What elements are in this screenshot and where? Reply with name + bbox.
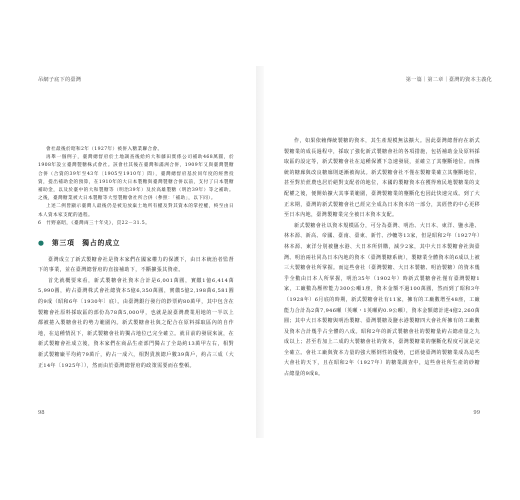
running-head-left: 吊網子底下的臺灣 <box>38 77 82 83</box>
body-paragraph: 首先就概要來看，新式製糖會社資本合計是6,001萬圓，實繳1億6,414萬5,990圓，約占臺灣株式會社總資本5億6,350萬圓，實繳5億2,198萬6,581圓的9成（昭和6年〔1930年〕底）。由臺灣銀行發行的鈔票約80萬甲，其中包含在製糖會社原料採取區的部份為78萬5,000甲，也就是說臺灣農業用地的一半以上都被捲入製糖會社的勢力範圍內。新式製糖會社與之配合在原料採取區內的自作地，在這種情況下，新式製糖會社的獨占地位已完全確立。就目前的發展來說，在新式製糖會社成立後，資本家們在商品生產部門獨占了全島約13萬甲左右，相對新式製糖廠平均約79萬斤，約占一成六，相對貴族總戶數39萬戶，約占三成（大正14年〔1925年〕），然而由於臺灣總督府的政策需要而在整頓。 <box>38 277 234 369</box>
section-heading-text: 第三項 獨占的成立 <box>51 239 121 248</box>
right-page-body <box>284 136 480 380</box>
footnotes <box>38 146 234 228</box>
page-number-right: 99 <box>473 410 480 416</box>
left-page-body <box>38 146 234 371</box>
body-paragraph: 作，如果依賴傳統製糖的資本，其生產規模無法擴大。因此臺灣總督府在新式製糖業的成長過程中，採取了強化新式製糖會社的各項措施，包括補助金及原料採取區的設定等，新式製糖會社在這種保護下急速發展，並確立了其壟斷地位。而傳統的糖廍與改良糖廍則逐漸被淘汰。新式製糖會社不僅在製糖業確立其壟斷地位，甚至對於蔗農也居於絕對支配者的地位，本國的製糖資本在獲得殖民地製糖業的支配權之後，便開始擴大其事業範圍，臺灣製糖業的壟斷化也因此快速完成。到了大正末期，臺灣的新式製糖會社已經完全成為日本資本的一部分，其經營的中心更移至日本內地，臺灣製糖業完全被日本資本支配。 <box>284 138 480 219</box>
footnote-text: 會社最後於昭和2年（1927年）被併入糖業聯合會。 <box>46 147 163 152</box>
body-paragraph: 臺灣成立了新式製糖會社是資本家們在國家權力的保護下，由日本統治者監督下的事業，並在臺灣總督府的直接補助下，不斷擴張其資產。 <box>38 256 234 274</box>
running-head-right: 第一篇｜第二章｜臺灣的資本主義化 <box>405 77 492 83</box>
body-paragraph: 新式製糖會社以資本規模區分，可分為臺灣、明治、大日本、東洋、鹽水港、林本源、新高、帝國、臺南、臺東、新竹、沙轆等13家，但是昭和2年（1927年）林本源、東洋分別被鹽水港、大日本所併購，減少2家，其中大日本製糖會社與臺灣、明治兩社同為日本內地的資本（臺灣製糖系統），製糖業全體資本的6成以上被三大製糖會社所掌握。而這些會社（臺灣製糖、大日本製糖、明治製糖）的資本幾乎全數由日本人所掌握，明治35年（1902年）時新式製糖會社僅有臺灣製糖1家，工廠數為壓榨能力300公噸1座，資本金額不過100萬圓，然而到了昭和3年（1928年）6月底的時期，新式製糖會社有11家，擁有的工廠數增至48座，工廠能力合計為2萬7,946噸（英噸・1英噸約0.9公噸），資本金額總計達4億2,260萬圓；其中大日本製糖與明治製糖、臺灣製糖及鹽水港製糖四大會社所擁有的工廠數及資本合計幾乎占全體的八成。昭和2年的新式製糖會社的製糖量約占總產量之九成以上；甚至若加上二成的大製糖會社的資本，臺灣製糖業的壟斷化程度可說是完全確立。會社工廠與資本力量的強大壓倒性的優勢，已經使臺灣的製糖業成為這些大會社的天下，且在昭和2年（1927年）的糖業調查中，這些會社所生產的砂糖占總量的9成8。 <box>284 222 480 378</box>
section-heading <box>38 238 234 249</box>
footnote-text: 再舉一個例子，臺灣總督府於土地調查後給約大和藤田實係公司補助468萬圓，於1908年設立臺灣製糖株式會社。該會社其後在臺灣和滿洲合併，1909年又與臺灣製糖合併（合資的39年至43年〔1905至1910年〕間），臺灣總督府基於同年度的經營投資，提出補助金的預算，在1910年的大日本製糖與臺灣製糖合併以前，支付了日本製糖補助金，以及於臺中的大和製糖等（明治39年）及於高雄製糖（明治39年）等之補助。之後，臺灣糖業被大日本製糖等大型製糖會社所合併（參照：「補助」，以下同）。 <box>38 155 234 202</box>
right-page <box>270 66 506 438</box>
footnote-citation: 6 竹野嘉昭，《臺灣両三十年史》，頁22－31.5。 <box>38 220 151 226</box>
section-bullet-icon: ● <box>38 239 45 248</box>
left-page <box>10 66 246 438</box>
page-number-left: 98 <box>38 410 45 416</box>
book-gutter <box>256 66 264 438</box>
footnote-text: 上述二例皆顯示臺灣人最後仍是被迫放棄土地所有權及對其資本的掌控權，終至由日本人資本家支配的過程。 <box>38 204 234 218</box>
